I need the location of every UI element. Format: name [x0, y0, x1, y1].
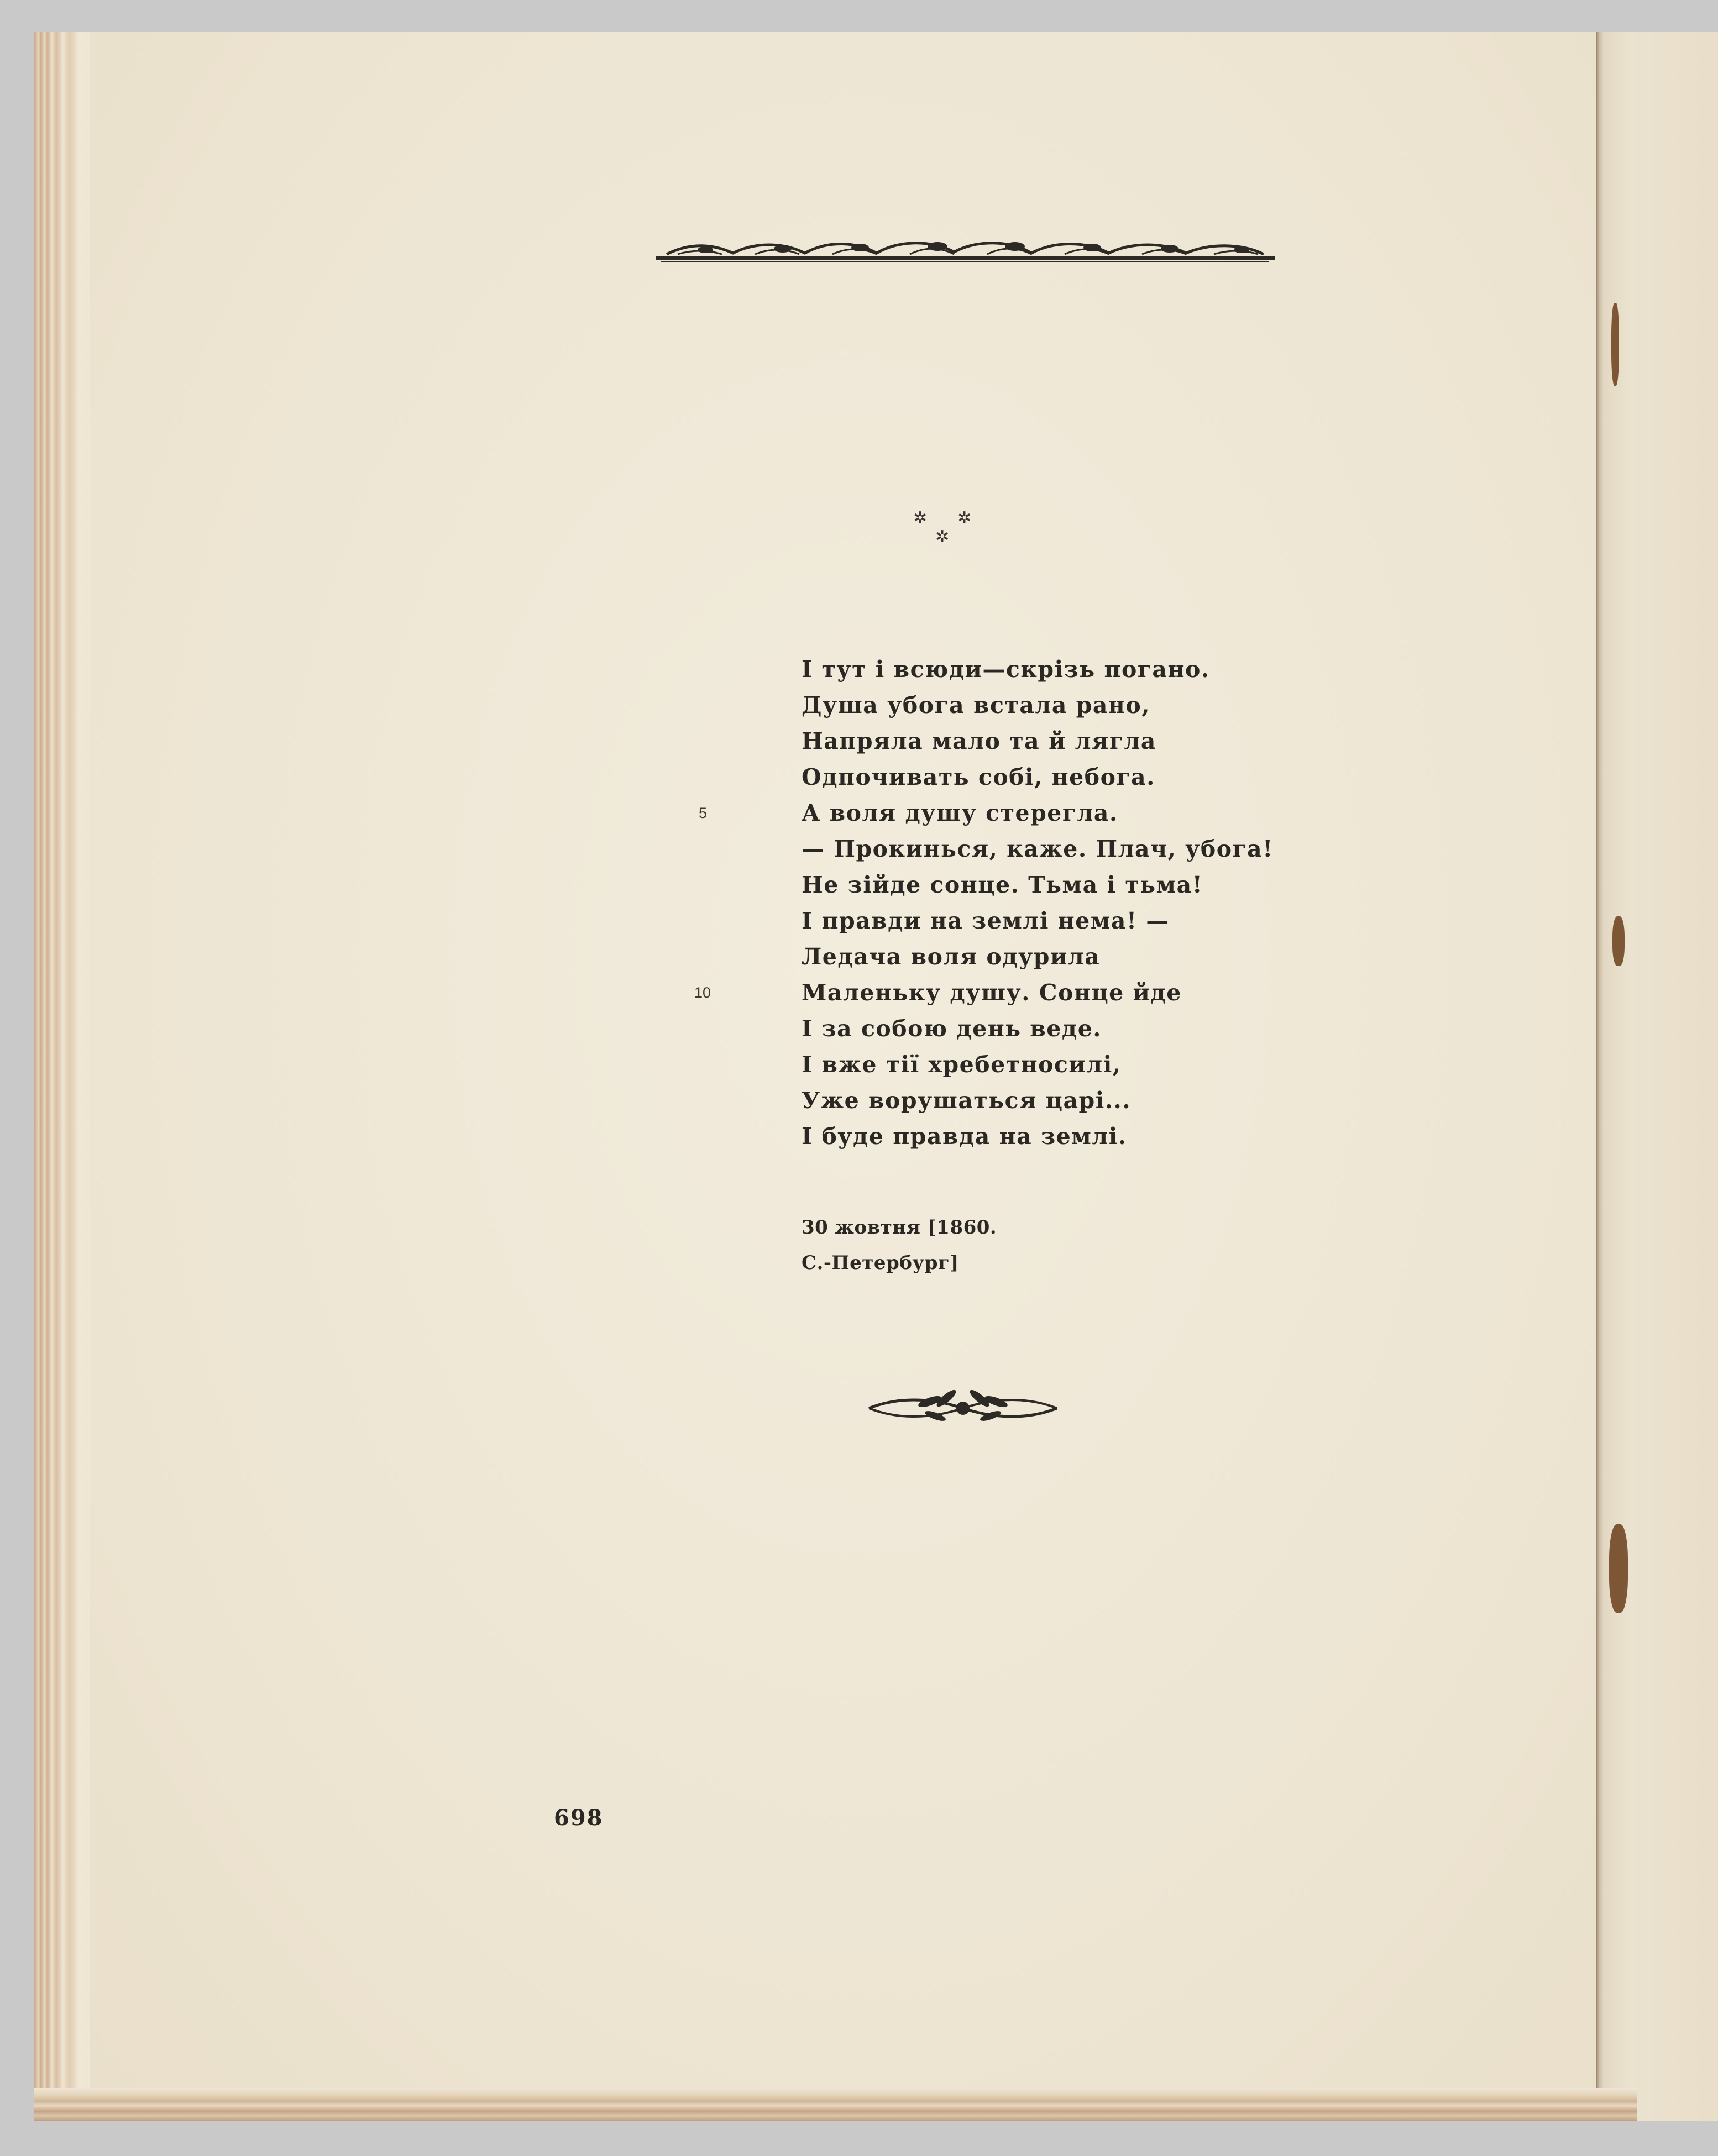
poem-line: Не зійде сонце. Тьма і тьма! — [802, 872, 1203, 898]
poem-line: А воля душу стерегла. — [802, 800, 1118, 826]
line-number: 10 — [694, 984, 711, 1001]
poem-line: І тут і всюди—скрізь погано. — [802, 656, 1210, 683]
adjacent-page-edge — [1596, 32, 1718, 2121]
footer-ornament — [863, 1386, 1062, 1430]
header-ornament — [656, 238, 1275, 265]
poem-line: Маленьку душу. Сонце йде — [802, 979, 1182, 1006]
asterisk-icon: ✲ — [957, 508, 972, 528]
poem-line: — Прокинься, каже. Плач, убога! — [802, 836, 1274, 862]
poem-line: І за собою день веде. — [802, 1015, 1102, 1042]
asterisk-icon: ✲ — [935, 527, 950, 547]
stain-mark — [1612, 916, 1625, 966]
asterism-ornament — [913, 508, 980, 553]
place-line: С.-Петербург] — [802, 1252, 959, 1274]
page — [90, 32, 1632, 2088]
date-line: 30 жовтня [1860. — [802, 1216, 997, 1239]
poem-line: Душа убога встала рано, — [802, 692, 1151, 718]
poem-line: І вже тії хребетносилі, — [802, 1051, 1122, 1078]
page-number: 698 — [554, 1805, 604, 1831]
bottom-page-edges — [34, 2088, 1637, 2121]
book — [34, 32, 1718, 2121]
poem-line: І правди на землі нема! — — [802, 907, 1170, 934]
poem-line: І буде правда на землі. — [802, 1123, 1127, 1150]
left-page-edges — [34, 32, 90, 2121]
poem-line: Одпочивать собі, небога. — [802, 764, 1155, 790]
line-number: 5 — [699, 805, 708, 821]
asterisk-icon: ✲ — [913, 508, 928, 528]
poem-line: Напряла мало та й лягла — [802, 728, 1156, 754]
poem-line: Ледача воля одурила — [802, 943, 1101, 970]
stain-mark — [1609, 1524, 1628, 1613]
poem-line: Уже ворушаться царі... — [802, 1087, 1132, 1114]
stain-mark — [1611, 303, 1619, 386]
